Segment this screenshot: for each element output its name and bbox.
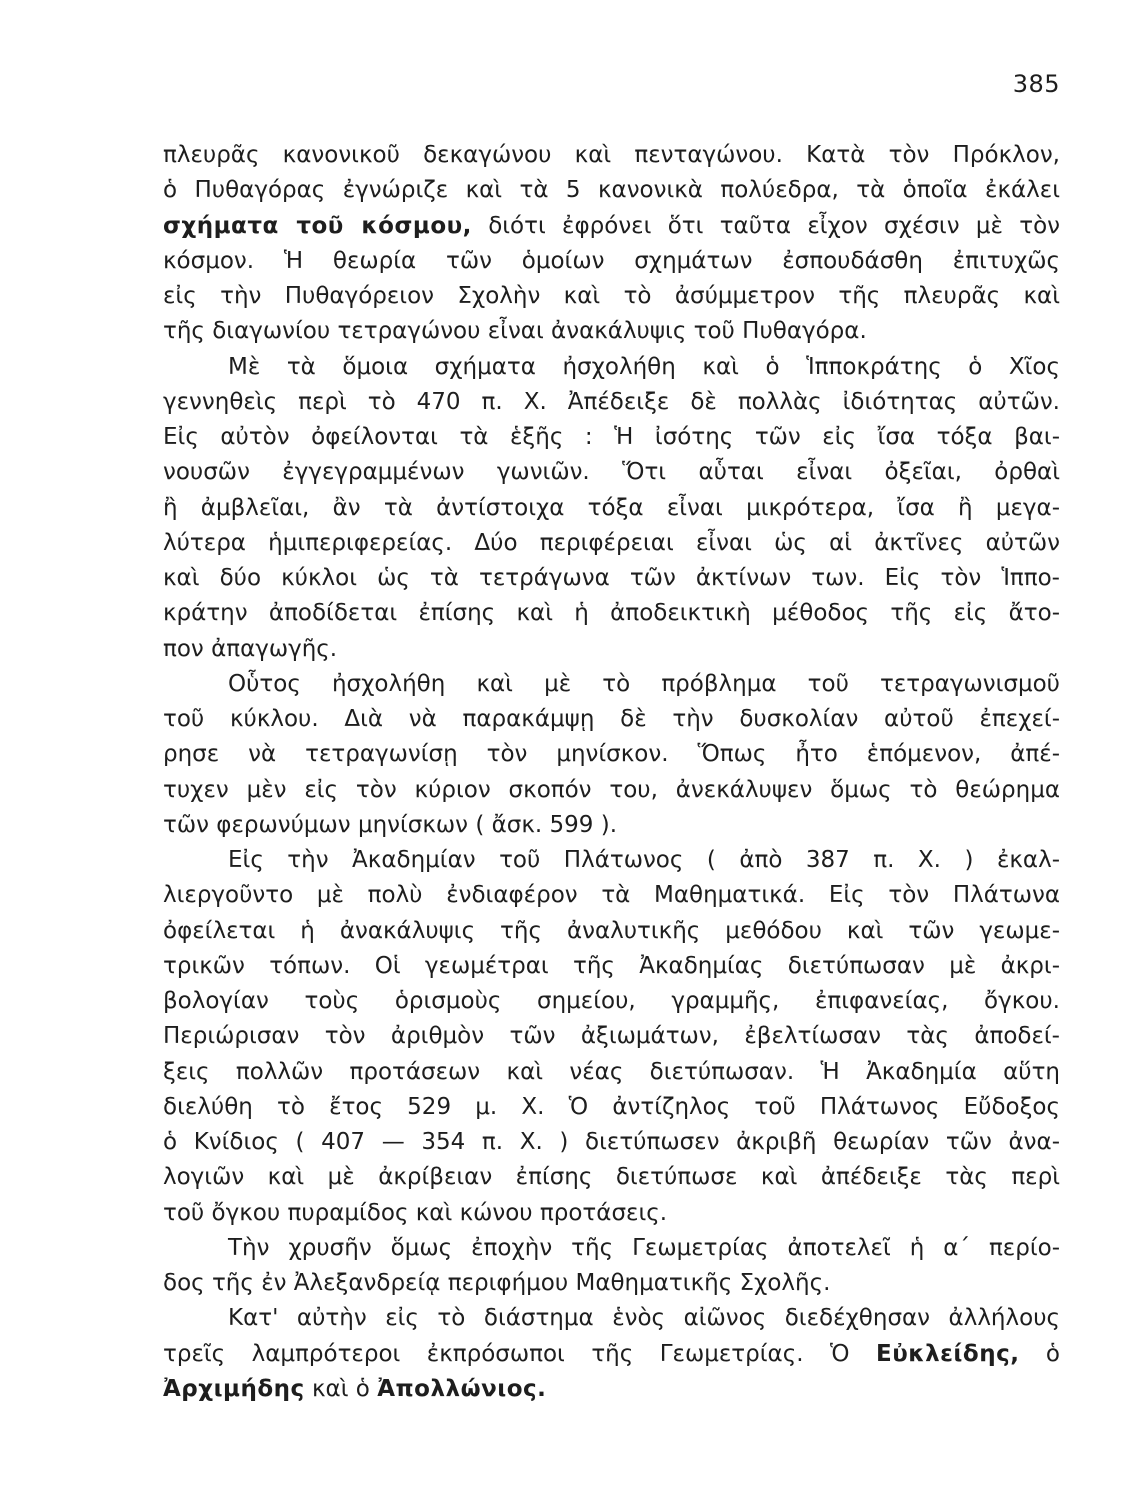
text-line	[163, 1090, 1060, 1125]
bold-term: Ἀρχιμήδης	[163, 1375, 305, 1402]
text-segment: Τὴν χρυσῆν ὅμως ἐποχὴν τῆς Γεωμετρίας ἀποτελεῖ ἡ α΄ περίο-	[228, 1234, 1060, 1261]
text-line	[163, 138, 1060, 173]
text-segment: καὶ ὁ	[304, 1375, 378, 1402]
text-line	[163, 526, 1060, 561]
text-line	[163, 702, 1060, 737]
bold-term: σχήματα τοῦ κόσμου,	[163, 212, 472, 239]
bold-term: Εὐκλείδης,	[875, 1340, 1020, 1367]
text-segment: Κατ' αὐτὴν εἰς τὸ διάστημα ἑνὸς αἰῶνος διεδέχθησαν ἀλλήλους	[228, 1305, 1060, 1332]
text-line	[163, 279, 1060, 314]
text-segment: τῆς διαγωνίου τετραγώνου εἶναι ἀνακάλυψις τοῦ Πυθαγόρα.	[163, 318, 867, 345]
text-line	[163, 1301, 1060, 1336]
text-line	[163, 632, 1060, 667]
text-line	[163, 773, 1060, 808]
text-segment: Οὗτος ἠσχολήθη καὶ μὲ τὸ πρόβλημα τοῦ τετραγωνισμοῦ	[228, 670, 1060, 697]
text-line	[163, 914, 1060, 949]
text-segment: γεννηθεὶς περὶ τὸ 470 π. Χ. Ἀπέδειξε δὲ πολλὰς ἰδιότητας αὐτῶν.	[163, 388, 1060, 415]
text-line	[163, 455, 1060, 490]
text-segment: ὀφείλεται ἡ ἀνακάλυψις τῆς ἀναλυτικῆς μεθόδου καὶ τῶν γεωμε-	[163, 917, 1060, 944]
text-segment: πλευρᾶς κανονικοῦ δεκαγώνου καὶ πενταγώνου. Κατὰ τὸν Πρόκλον,	[163, 142, 1060, 168]
text-line	[163, 843, 1060, 878]
text-segment: κράτην ἀποδίδεται ἐπίσης καὶ ἡ ἀποδεικτικὴ μέθοδος τῆς εἰς ἄτο-	[163, 600, 1060, 627]
text-line	[163, 1019, 1060, 1054]
text-segment: λιεργοῦντο μὲ πολὺ ἐνδιαφέρον τὰ Μαθηματικά. Εἰς τὸν Πλάτωνα	[163, 882, 1060, 909]
text-line	[163, 808, 1060, 843]
text-segment: διότι ἐφρόνει ὅτι ταῦτα εἶχον σχέσιν μὲ τὸν	[471, 212, 1060, 239]
text-segment: καὶ δύο κύκλοι ὡς τὰ τετράγωνα τῶν ἀκτίνων των. Εἰς τὸν Ἱππο-	[163, 565, 1060, 591]
text-segment: τρεῖς λαμπρότεροι ἐκπρόσωποι τῆς Γεωμετρίας. Ὁ	[163, 1340, 876, 1367]
text-line	[163, 596, 1060, 631]
text-line	[163, 1055, 1060, 1090]
text-segment: τρικῶν τόπων. Οἱ γεωμέτραι τῆς Ἀκαδημίας διετύπωσαν μὲ ἀκρι-	[163, 952, 1060, 979]
text-segment: ἢ ἀμβλεῖαι, ἂν τὰ ἀντίστοιχα τόξα εἶναι μικρότερα, ἴσα ἢ μεγα-	[163, 494, 1060, 521]
text-segment: νουσῶν ἐγγεγραμμένων γωνιῶν. Ὅτι αὗται εἶναι ὀξεῖαι, ὀρθαὶ	[163, 459, 1060, 486]
text-segment: ρησε νὰ τετραγωνίσῃ τὸν μηνίσκον. Ὅπως ἦτο ἑπόμενον, ἀπέ-	[163, 741, 1060, 768]
text-line	[163, 1372, 1060, 1407]
text-line	[163, 878, 1060, 913]
text-line	[163, 1125, 1060, 1160]
text-line	[163, 984, 1060, 1019]
text-line	[163, 1266, 1060, 1301]
page-number: 385	[1012, 70, 1060, 98]
text-segment: πον ἀπαγωγῆς.	[163, 635, 338, 662]
text-line	[163, 1196, 1060, 1231]
text-segment: Εἰς τὴν Ἀκαδημίαν τοῦ Πλάτωνος ( ἀπὸ 387 π. Χ. ) ἐκαλ-	[228, 847, 1060, 873]
text-line	[163, 561, 1060, 596]
text-line	[163, 209, 1060, 244]
text-segment: ὁ Κνίδιος ( 407 — 354 π. Χ. ) διετύπωσεν ἀκριβῆ θεωρίαν τῶν ἀνα-	[163, 1129, 1060, 1155]
text-line	[163, 420, 1060, 455]
text-line	[163, 491, 1060, 526]
text-segment: Μὲ τὰ ὅμοια σχήματα ἠσχολήθη καὶ ὁ Ἱπποκράτης ὁ Χῖος	[228, 353, 1060, 380]
text-segment: βολογίαν τοὺς ὁρισμοὺς σημείου, γραμμῆς, ἐπιφανείας, ὄγκου.	[163, 988, 1060, 1014]
text-segment: τῶν φερωνύμων μηνίσκων ( ἄσκ. 599 ).	[163, 811, 618, 838]
text-segment: τοῦ κύκλου. Διὰ νὰ παρακάμψῃ δὲ τὴν δυσκολίαν αὐτοῦ ἐπεχεί-	[163, 706, 1060, 732]
text-segment: λύτερα ἡμιπεριφερείας. Δύο περιφέρειαι εἶναι ὡς αἱ ἀκτῖνες αὐτῶν	[163, 529, 1060, 556]
text-line	[163, 314, 1060, 349]
text-line	[163, 1160, 1060, 1195]
text-line	[163, 350, 1060, 385]
text-segment: λογιῶν καὶ μὲ ἀκρίβειαν ἐπίσης διετύπωσε καὶ ἀπέδειξε τὰς περὶ	[163, 1164, 1060, 1191]
text-segment: κόσμον. Ἡ θεωρία τῶν ὁμοίων σχημάτων ἐσπουδάσθη ἐπιτυχῶς	[163, 247, 1060, 274]
text-line	[163, 1231, 1060, 1266]
text-line	[163, 173, 1060, 208]
text-segment: ὁ	[1019, 1340, 1060, 1367]
bold-term: Ἀπολλώνιος.	[377, 1375, 547, 1402]
text-segment: τοῦ ὄγκου πυραμίδος καὶ κώνου προτάσεις.	[163, 1199, 668, 1226]
body-text	[163, 138, 1060, 1407]
text-segment: εἰς τὴν Πυθαγόρειον Σχολὴν καὶ τὸ ἀσύμμετρον τῆς πλευρᾶς καὶ	[163, 283, 1060, 309]
text-line	[163, 737, 1060, 772]
text-line	[163, 667, 1060, 702]
text-line	[163, 385, 1060, 420]
text-line	[163, 1337, 1060, 1372]
text-line	[163, 244, 1060, 279]
text-segment: διελύθη τὸ ἔτος 529 μ. Χ. Ὁ ἀντίζηλος τοῦ Πλάτωνος Εὔδοξος	[163, 1093, 1060, 1120]
text-segment: τυχεν μὲν εἰς τὸν κύριον σκοπόν του, ἀνεκάλυψεν ὅμως τὸ θεώρημα	[163, 776, 1060, 803]
text-segment: Εἰς αὐτὸν ὀφείλονται τὰ ἑξῆς : Ἡ ἰσότης τῶν εἰς ἴσα τόξα βαι-	[163, 424, 1060, 450]
text-segment: δος τῆς ἐν Ἀλεξανδρείᾳ περιφήμου Μαθηματικῆς Σχολῆς.	[163, 1270, 831, 1296]
text-segment: Περιώρισαν τὸν ἀριθμὸν τῶν ἀξιωμάτων, ἐβελτίωσαν τὰς ἀποδεί-	[163, 1023, 1060, 1050]
text-line	[163, 949, 1060, 984]
text-segment: ὁ Πυθαγόρας ἐγνώριζε καὶ τὰ 5 κανονικὰ πολύεδρα, τὰ ὁποῖα ἐκάλει	[163, 177, 1060, 204]
text-segment: ξεις πολλῶν προτάσεων καὶ νέας διετύπωσαν. Ἡ Ἀκαδημία αὕτη	[163, 1058, 1060, 1085]
